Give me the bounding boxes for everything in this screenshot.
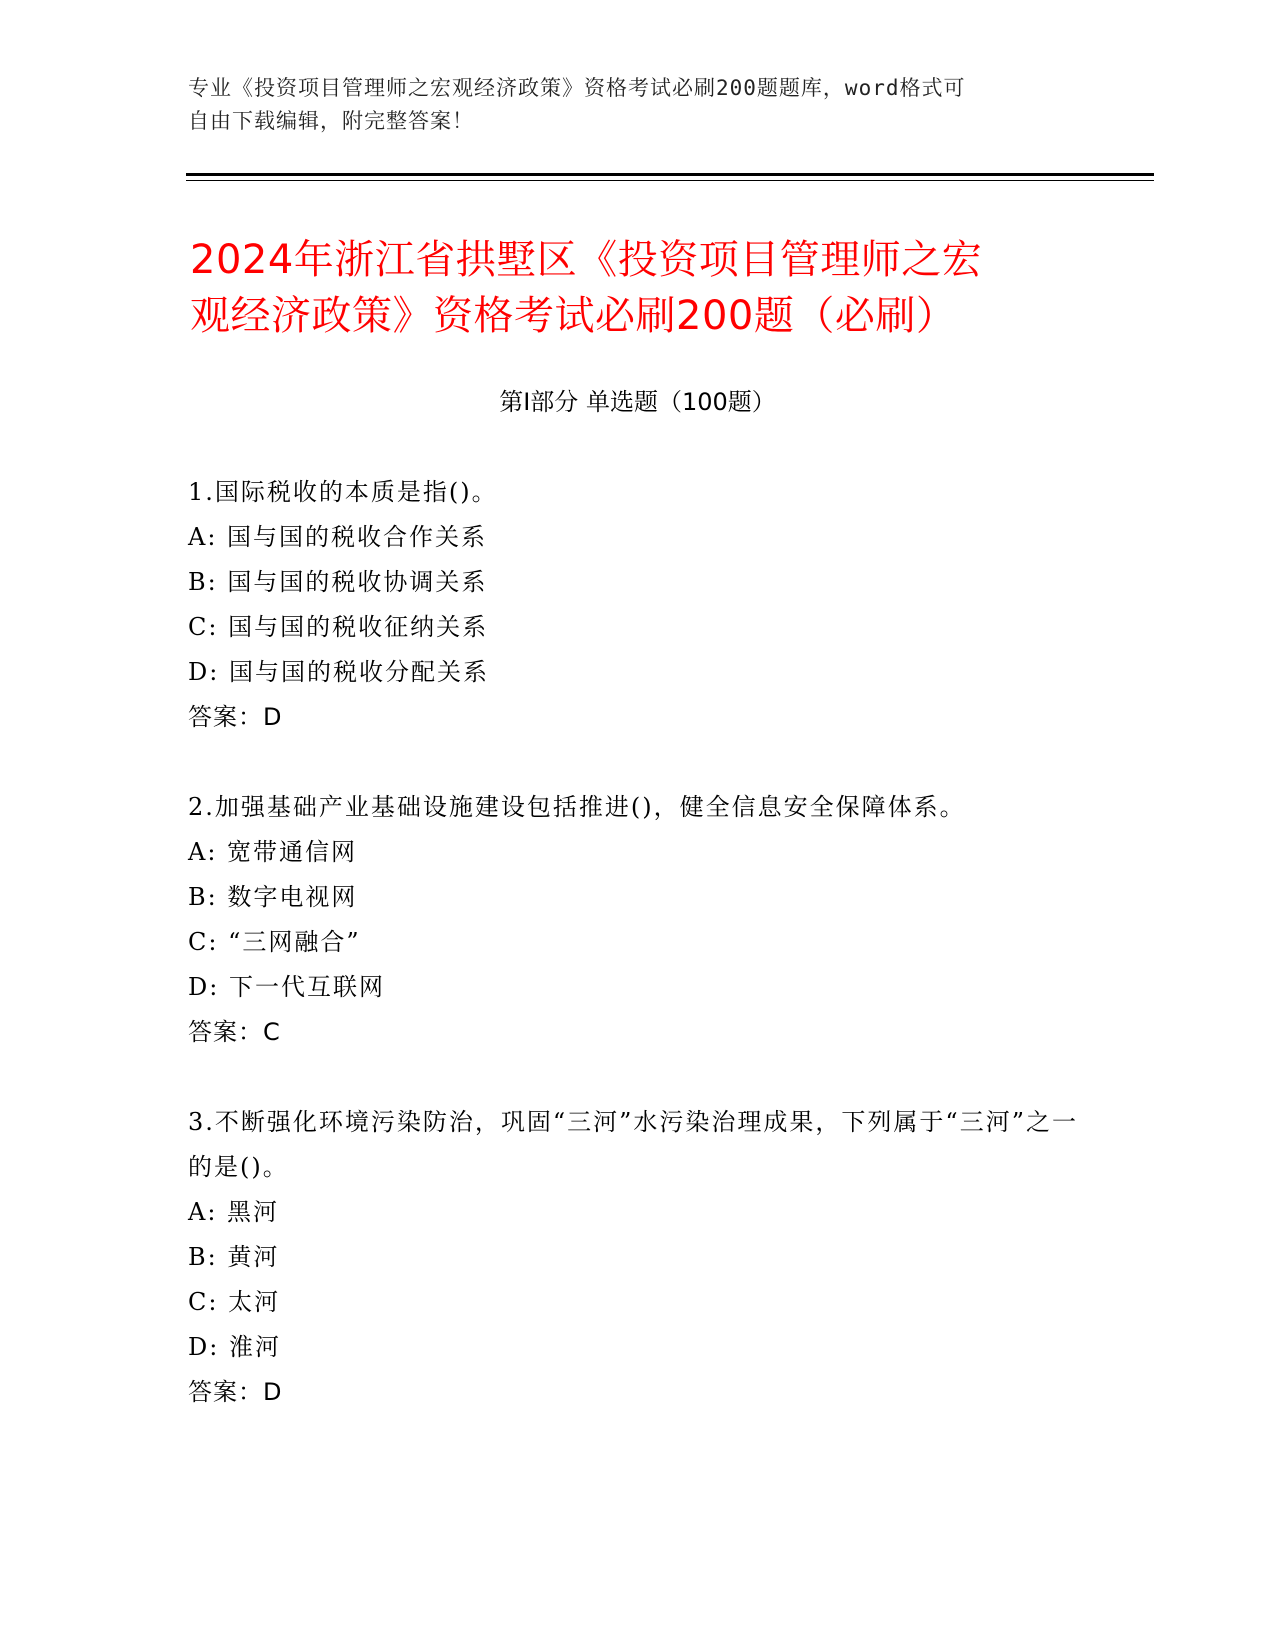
question-block [188, 470, 1088, 740]
document-title-line-1: 2024年浙江省拱墅区《投资项目管理师之宏 [190, 237, 983, 283]
question-stem: 3.不断强化环境污染防治，巩固“三河”水污染治理成果，下列属于“三河”之一的是()。 [188, 1108, 1078, 1181]
option-b: B: 黄河 [188, 1243, 280, 1271]
question-block [188, 1100, 1088, 1415]
option-a: A: 黑河 [188, 1198, 280, 1226]
document-title-line-2: 观经济政策》资格考试必刷200题（必刷） [190, 293, 957, 339]
section-heading: 第Ⅰ部分 单选题（100题） [499, 388, 776, 416]
option-b: B: 国与国的税收协调关系 [188, 568, 488, 596]
option-a: A: 国与国的税收合作关系 [188, 523, 488, 551]
option-d: D: 国与国的税收分配关系 [188, 658, 489, 686]
option-c: C: 太河 [188, 1288, 281, 1316]
answer-line: 答案：D [188, 1378, 283, 1406]
header-divider-thin [186, 180, 1154, 181]
option-d: D: 淮河 [188, 1333, 281, 1361]
option-c: C: “三网融合” [188, 928, 361, 956]
option-d: D: 下一代互联网 [188, 973, 385, 1001]
question-block [188, 785, 1088, 1055]
question-stem: 2.加强基础产业基础设施建设包括推进()，健全信息安全保障体系。 [188, 793, 966, 821]
document-title [190, 232, 1090, 344]
option-c: C: 国与国的税收征纳关系 [188, 613, 489, 641]
header-note-line-2: 自由下载编辑，附完整答案！ [188, 109, 474, 133]
question-stem: 1.国际税收的本质是指()。 [188, 478, 498, 506]
answer-line: 答案：D [188, 703, 283, 731]
answer-line: 答案：C [188, 1018, 281, 1046]
option-a: A: 宽带通信网 [188, 838, 358, 866]
header-note-line-1: 专业《投资项目管理师之宏观经济政策》资格考试必刷200题题库，word格式可 [188, 76, 966, 100]
header-divider-thick [186, 173, 1154, 176]
option-b: B: 数字电视网 [188, 883, 358, 911]
header-note [188, 72, 1088, 138]
